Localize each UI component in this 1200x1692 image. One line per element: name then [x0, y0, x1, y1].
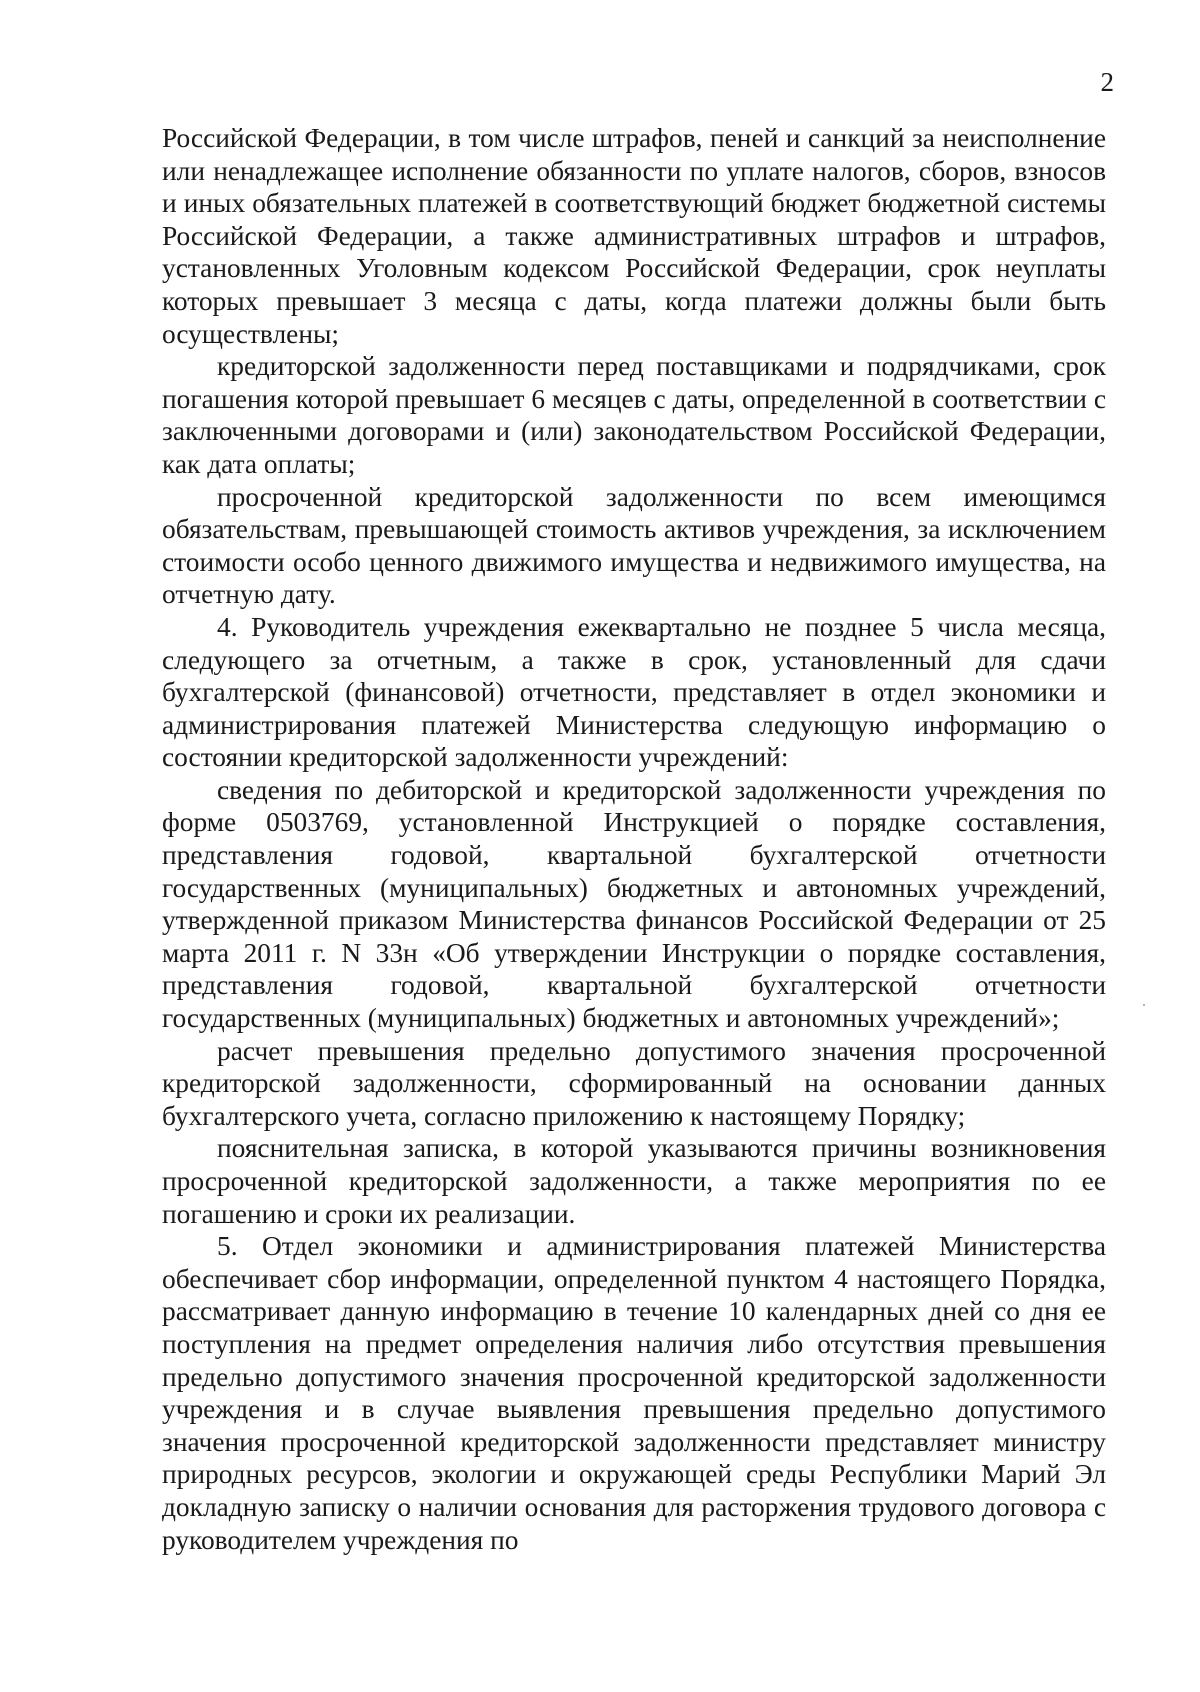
paragraph-item-4: 4. Руководитель учреждения ежеквартально не позднее 5 числа месяца, следующего за отчетным, а также в срок, установленный для сдачи бухгалтерской (финансовой) отчетности, представляет в отдел экономики и администрирования платежей Министерства следующую информацию о состоянии кредиторской задолженности учреждений: — [162, 611, 1106, 773]
scan-speck — [1143, 1004, 1145, 1006]
paragraph-item-5: 5. Отдел экономики и администрирования платежей Министерства обеспечивает сбор информации, определенной пунктом 4 настоящего Порядка, рассматривает данную информацию в течение 10 календарных дней со дня ее поступления на предмет определения наличия либо отсутствия превышения предельно допустимого значения просроченной кредиторской задолженности учреждения и в случае выявления превышения предельно допустимого значения просроченной кредиторской задолженности представляет министру природных ресурсов, экологии и окружающей среды Республики Марий Эл докладную записку о наличии основания для расторжения трудового договора с руководителем учреждения по — [162, 1231, 1106, 1555]
page-number: 2 — [1100, 67, 1114, 97]
paragraph-continuation: Российской Федерации, в том числе штрафов, пеней и санкций за неисполнение или ненадлежащее исполнение обязанности по уплате налогов, сборов, взносов и иных обязательных платежей в соответствующий бюджет бюджетной системы Российской Федерации, а также административных штрафов и штрафов, установленных Уголовным кодексом Российской Федерации, срок неуплаты которых превышает 3 месяца с даты, когда платежи должны были быть осуществлены; — [162, 123, 1106, 349]
paragraph-excess-calculation: расчет превышения предельно допустимого значения просроченной кредиторской задолженности, сформированный на основании данных бухгалтерского учета, согласно приложению к настоящему Порядку; — [162, 1035, 1106, 1131]
paragraph-overdue-creditor-debt: просроченной кредиторской задолженности по всем имеющимся обязательствам, превышающей стоимость активов учреждения, за исключением стоимости особо ценного движимого имущества и недвижимого имущества, на отчетную дату. — [162, 481, 1106, 610]
document-body — [162, 122, 1106, 1556]
paragraph-creditor-debt-suppliers: кредиторской задолженности перед поставщиками и подрядчиками, срок погашения которой превышает 6 месяцев с даты, определенной в соответствии с заключенными договорами и (или) законодательством Российской Федерации, как дата оплаты; — [162, 351, 1106, 479]
paragraph-debt-report-form: сведения по дебиторской и кредиторской задолженности учреждения по форме 0503769, установленной Инструкцией о порядке составления, представления годовой, квартальной бухгалтерской отчетности государственных (муниципальных) бюджетных и автономных учреждений, утвержденной приказом Министерства финансов Российской Федерации от 25 марта 2011 г. N 33н «Об утверждении Инструкции о порядке составления, представления годовой, квартальной бухгалтерской отчетности государственных (муниципальных) бюджетных и автономных учреждений»; — [162, 774, 1106, 1034]
paragraph-explanatory-note: пояснительная записка, в которой указываются причины возникновения просроченной кредиторской задолженности, а также мероприятия по ее погашению и сроки их реализации. — [162, 1133, 1106, 1229]
